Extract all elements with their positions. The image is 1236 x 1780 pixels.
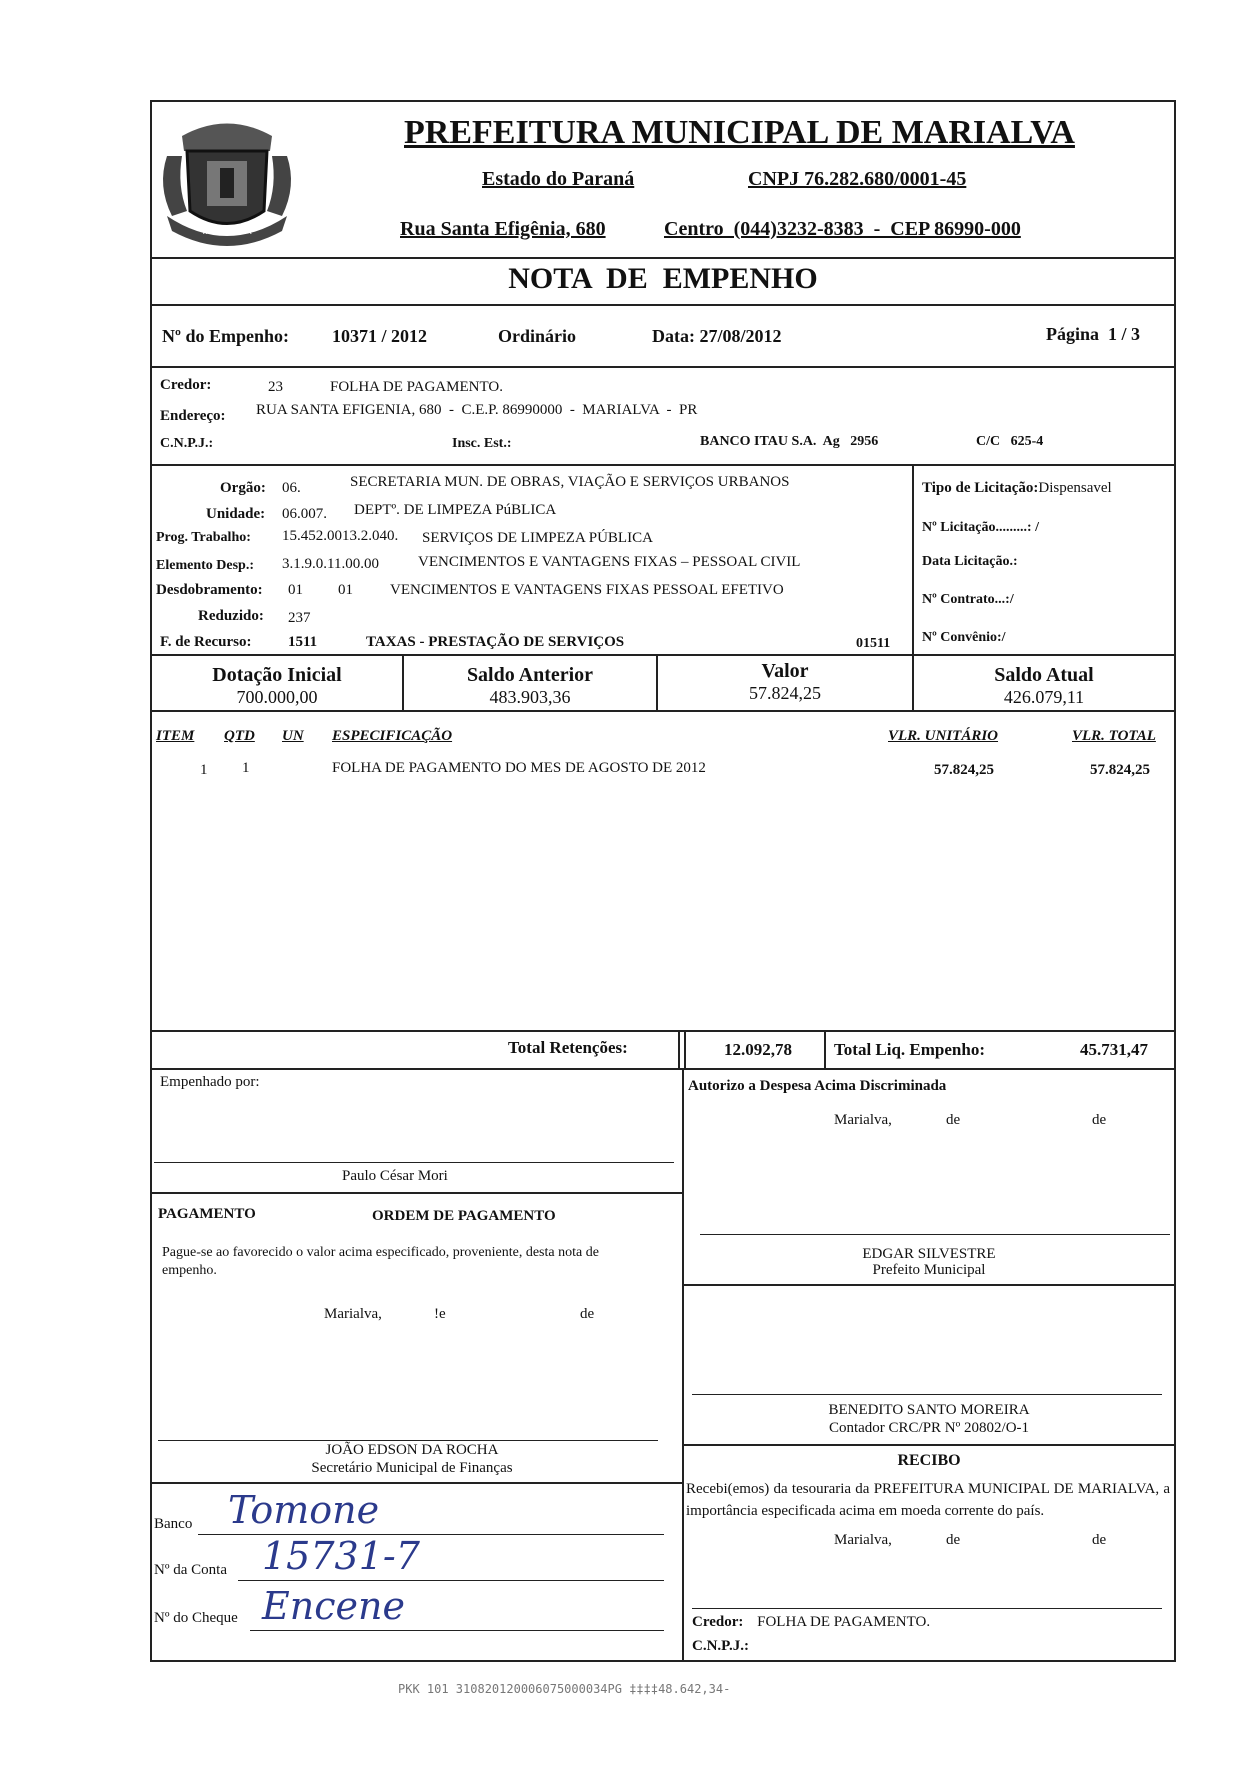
recibo-de2: de bbox=[1092, 1532, 1107, 1548]
elemento-value: 3.1.9.0.11.00.00 bbox=[282, 556, 379, 572]
unidade-desc: DEPTº. DE LIMPEZA PúBLICA bbox=[354, 502, 557, 518]
header-address: Rua Santa Efigênia, 680 bbox=[400, 218, 606, 240]
empenho-number: 10371 / 2012 bbox=[332, 326, 428, 346]
recibo-credor bbox=[692, 1614, 930, 1631]
contador-role: Contador CRC/PR Nº 20802/O-1 bbox=[828, 1420, 1030, 1436]
balance-valor-value: 57.824,25 bbox=[749, 683, 821, 703]
balance-saldo-atual bbox=[914, 664, 1174, 708]
insc-label: Insc. Est.: bbox=[452, 436, 512, 451]
data-licitacao: Data Licitação.: bbox=[922, 554, 1018, 569]
unidade-value: 06.007. bbox=[282, 506, 327, 522]
col-header-unit: VLR. UNITÁRIO bbox=[888, 728, 999, 744]
item-qtd: 1 bbox=[242, 760, 250, 776]
recurso-value: 1511 bbox=[288, 634, 318, 650]
recibo-text: Recebi(emos) da tesouraria da PREFEITURA MUNICIPAL DE MARIALVA, a importância especificada acima em moeda corrente do país. bbox=[686, 1481, 1170, 1519]
tipo-licitacao-value: Dispensavel bbox=[1038, 480, 1112, 496]
desdob-a: 01 bbox=[288, 582, 303, 598]
header-state: Estado do Paraná bbox=[482, 168, 635, 190]
autorizo-city: Marialva, bbox=[834, 1112, 892, 1128]
pagamento-name: JOÃO EDSON DA ROCHA bbox=[325, 1442, 499, 1458]
pagamento-label: PAGAMENTO bbox=[158, 1206, 256, 1222]
empenho-date: Data: 27/08/2012 bbox=[652, 326, 782, 346]
conta-label: Nº da Conta bbox=[154, 1562, 227, 1578]
credor-address: RUA SANTA EFIGENIA, 680 - C.E.P. 86990000 - MARIALVA - PR bbox=[256, 402, 698, 418]
prog-desc: SERVIÇOS DE LIMPEZA PÚBLICA bbox=[422, 530, 653, 546]
credor-name: FOLHA DE PAGAMENTO. bbox=[330, 379, 503, 395]
page-number: Página 1 / 3 bbox=[1046, 324, 1141, 344]
unidade-label: Unidade: bbox=[206, 506, 266, 522]
n-licitacao: Nº Licitação.........: / bbox=[922, 520, 1039, 535]
reduzido-value: 237 bbox=[288, 610, 311, 626]
contador-name: BENEDITO SANTO MOREIRA bbox=[828, 1402, 1030, 1418]
balance-dotacao-label: Dotação Inicial bbox=[212, 664, 342, 686]
orgao-label: Orgão: bbox=[220, 480, 266, 496]
pagamento-de1: !e bbox=[434, 1306, 446, 1322]
cheque-handwriting: Encene bbox=[262, 1584, 405, 1628]
banco-handwriting: Tomone bbox=[228, 1488, 380, 1532]
cheque-label: Nº do Cheque bbox=[154, 1610, 238, 1626]
orgao-value: 06. bbox=[282, 480, 301, 496]
crest-text: MARIALVA bbox=[202, 226, 252, 237]
bank-info: BANCO ITAU S.A. Ag 2956 bbox=[700, 434, 879, 449]
desdob-label: Desdobramento: bbox=[156, 582, 263, 598]
item-total-value: 57.824,25 bbox=[1090, 762, 1150, 778]
col-header-spec: ESPECIFICAÇÃO bbox=[332, 728, 453, 744]
autorizo-de2: de bbox=[1092, 1112, 1107, 1128]
pagamento-text: Pague-se ao favorecido o valor acima especificado, proveniente, desta nota de empenho. bbox=[162, 1245, 599, 1278]
conta-handwriting: 15731-7 bbox=[262, 1534, 420, 1578]
recibo-credor-name: FOLHA DE PAGAMENTO. bbox=[757, 1614, 931, 1630]
desdob-b: 01 bbox=[338, 582, 353, 598]
municipal-crest-logo bbox=[152, 106, 302, 256]
recibo-city: Marialva, bbox=[834, 1532, 892, 1548]
balance-saldo-anterior-value: 483.903,36 bbox=[489, 687, 571, 707]
col-header-un: UN bbox=[282, 728, 304, 744]
orgao-desc: SECRETARIA MUN. DE OBRAS, VIAÇÃO E SERVIÇOS URBANOS bbox=[350, 474, 790, 490]
cnpj-label: C.N.P.J.: bbox=[160, 436, 214, 451]
header-cnpj: CNPJ 76.282.680/0001-45 bbox=[748, 168, 967, 190]
desdob-desc: VENCIMENTOS E VANTAGENS FIXAS PESSOAL EFETIVO bbox=[390, 582, 784, 598]
autorizo-de1: de bbox=[946, 1112, 961, 1128]
balance-dotacao-value: 700.000,00 bbox=[236, 687, 318, 707]
total-retencoes-value: 12.092,78 bbox=[724, 1040, 792, 1059]
credor-label: Credor: bbox=[160, 377, 212, 393]
total-retencoes-label: Total Retenções: bbox=[508, 1038, 628, 1057]
autorizo-role: Prefeito Municipal bbox=[872, 1262, 986, 1278]
ordem-pagamento-label: ORDEM DE PAGAMENTO bbox=[372, 1208, 556, 1224]
pagamento-de2: de bbox=[580, 1306, 595, 1322]
footer-machine-code: PKK 101 310820120006075000034PG ‡‡‡‡48.642,34- bbox=[398, 1682, 731, 1696]
balance-saldo-anterior bbox=[404, 664, 656, 708]
autorizo-label: Autorizo a Despesa Acima Discriminada bbox=[688, 1078, 947, 1094]
balance-valor-label: Valor bbox=[761, 660, 809, 682]
recibo-de1: de bbox=[946, 1532, 961, 1548]
header-contact: Centro (044)3232-8383 - CEP 86990-000 bbox=[664, 218, 1021, 240]
recurso-label: F. de Recurso: bbox=[160, 634, 252, 650]
total-liq-value: 45.731,47 bbox=[1080, 1040, 1148, 1059]
n-contrato: Nº Contrato...:/ bbox=[922, 592, 1014, 607]
tipo-licitacao bbox=[922, 480, 1112, 497]
empenho-type: Ordinário bbox=[498, 326, 577, 346]
elemento-label: Elemento Desp.: bbox=[156, 558, 254, 573]
total-liq-label: Total Liq. Empenho: bbox=[834, 1040, 985, 1059]
prog-label: Prog. Trabalho: bbox=[156, 530, 251, 545]
elemento-desc: VENCIMENTOS E VANTAGENS FIXAS – PESSOAL CIVIL bbox=[418, 554, 801, 570]
balance-saldo-atual-value: 426.079,11 bbox=[1003, 687, 1085, 707]
empenho-label: Nº do Empenho: bbox=[162, 326, 289, 346]
header-title: PREFEITURA MUNICIPAL DE MARIALVA bbox=[404, 114, 1075, 151]
col-header-item: ITEM bbox=[156, 728, 195, 744]
cc-info: C/C 625-4 bbox=[976, 434, 1044, 449]
item-number: 1 bbox=[200, 762, 208, 778]
item-unit-value: 57.824,25 bbox=[934, 762, 994, 778]
balance-saldo-atual-label: Saldo Atual bbox=[994, 664, 1094, 686]
credor-code: 23 bbox=[268, 379, 283, 395]
col-header-qtd: QTD bbox=[224, 728, 255, 744]
autorizo-name: EDGAR SILVESTRE bbox=[862, 1246, 996, 1262]
pagamento-role: Secretário Municipal de Finanças bbox=[311, 1460, 513, 1476]
pagamento-city: Marialva, bbox=[324, 1306, 382, 1322]
recibo-credor-label: Credor: bbox=[692, 1614, 744, 1630]
document-title: NOTA DE EMPENHO bbox=[508, 262, 818, 295]
address-label: Endereço: bbox=[160, 408, 226, 424]
balance-valor bbox=[658, 660, 912, 704]
empenho-document bbox=[150, 100, 1176, 1662]
empenhado-name: Paulo César Mori bbox=[342, 1168, 448, 1184]
recibo-cnpj-label: C.N.P.J.: bbox=[692, 1638, 749, 1654]
prog-value: 15.452.0013.2.040. bbox=[282, 528, 399, 544]
recibo-label: RECIBO bbox=[897, 1452, 961, 1469]
balance-saldo-anterior-label: Saldo Anterior bbox=[466, 664, 594, 686]
recurso-desc: TAXAS - PRESTAÇÃO DE SERVIÇOS bbox=[366, 634, 625, 650]
col-header-total: VLR. TOTAL bbox=[1072, 728, 1156, 744]
banco-label: Banco bbox=[154, 1516, 193, 1532]
empenhado-label: Empenhado por: bbox=[160, 1074, 260, 1090]
reduzido-label: Reduzido: bbox=[198, 608, 264, 624]
n-convenio: Nº Convênio:/ bbox=[922, 630, 1006, 645]
tipo-licitacao-label: Tipo de Licitação: bbox=[922, 480, 1039, 496]
item-spec: FOLHA DE PAGAMENTO DO MES DE AGOSTO DE 2012 bbox=[332, 760, 706, 776]
recurso-code: 01511 bbox=[856, 636, 891, 651]
balance-dotacao bbox=[152, 664, 402, 708]
